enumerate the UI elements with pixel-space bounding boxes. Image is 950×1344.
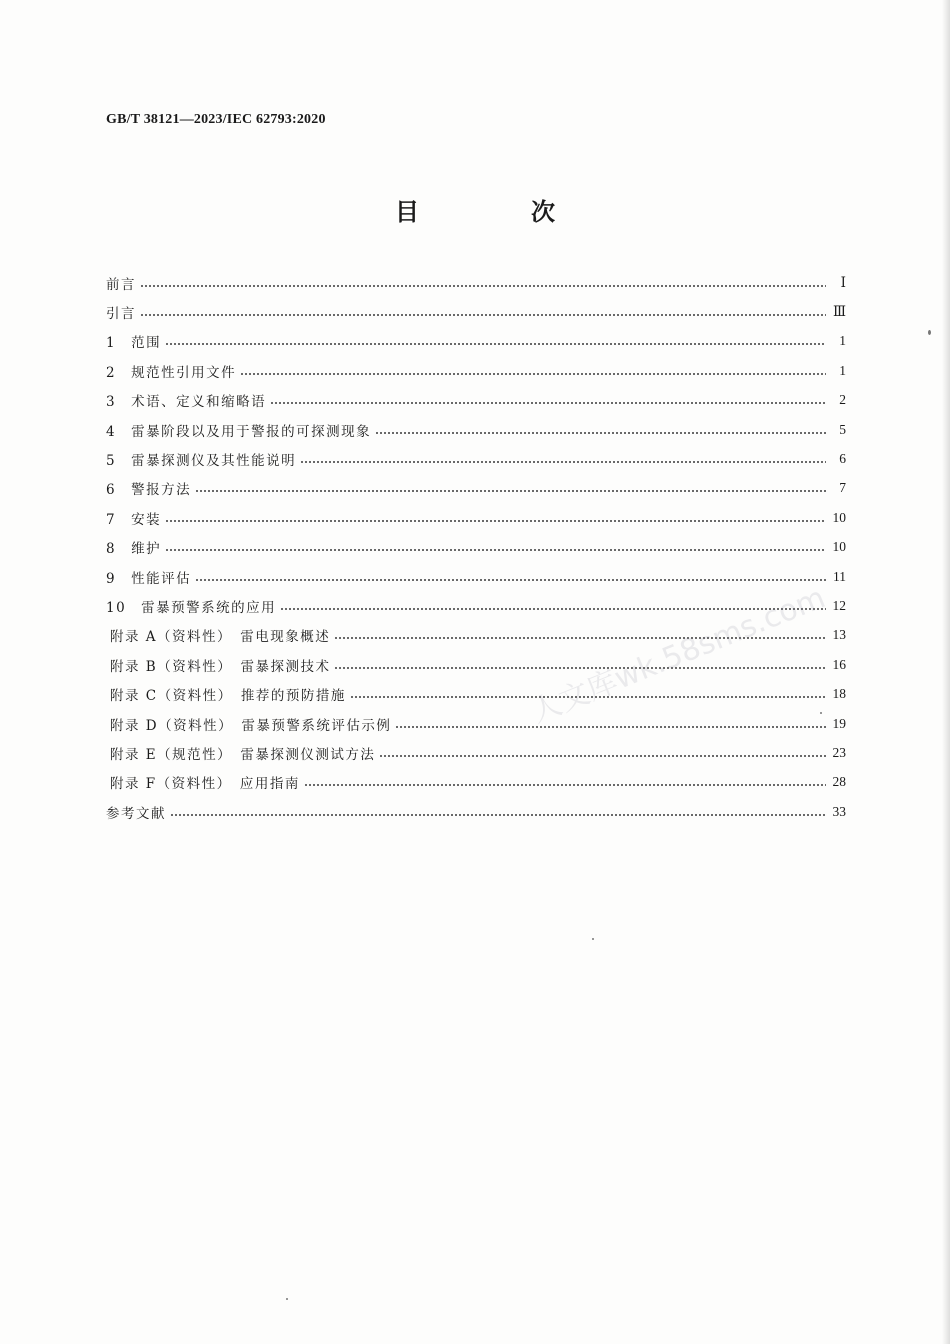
table-of-contents <box>106 268 846 826</box>
toc-entry[interactable] <box>106 650 846 679</box>
toc-entry[interactable] <box>106 709 846 738</box>
toc-entry-page-number: 16 <box>832 656 846 672</box>
toc-entry-label: 3 术语、定义和缩略语 <box>106 394 267 411</box>
toc-entry[interactable] <box>106 768 846 797</box>
toc-leader-dots <box>140 285 826 287</box>
toc-entry[interactable] <box>106 797 846 826</box>
toc-entry-label: 2 规范性引用文件 <box>106 364 237 381</box>
toc-entry-page-number: 2 <box>839 392 846 408</box>
toc-entry-label: 4 雷暴阶段以及用于警报的可探测现象 <box>106 423 372 440</box>
toc-entry[interactable] <box>106 503 846 532</box>
toc-leader-dots <box>195 490 826 492</box>
toc-entry-page-number: 11 <box>833 568 846 584</box>
toc-entry-page-number: Ⅲ <box>832 304 846 320</box>
toc-entry-label: 1 范围 <box>106 335 162 352</box>
toc-entry-page-number: 1 <box>839 333 846 349</box>
toc-entry-page-number: 12 <box>832 597 846 613</box>
toc-entry-page-number: 1 <box>839 362 846 378</box>
toc-entry-label: 参考文献 <box>106 805 166 822</box>
toc-entry-page-number: 6 <box>839 451 846 467</box>
toc-leader-dots <box>334 667 826 669</box>
toc-leader-dots <box>300 461 826 463</box>
toc-entry-page-number: Ⅰ <box>840 274 846 290</box>
toc-entry-label: 附录 B（资料性） 雷暴探测技术 <box>110 658 331 675</box>
toc-entry-label: 附录 A（资料性） 雷电现象概述 <box>110 629 331 646</box>
toc-entry[interactable] <box>106 356 846 385</box>
toc-leader-dots <box>350 696 826 698</box>
toc-leader-dots <box>395 726 826 728</box>
toc-leader-dots <box>375 432 826 434</box>
toc-leader-dots <box>304 784 826 786</box>
toc-entry-page-number: 28 <box>832 774 846 790</box>
standard-number-header: GB/T 38121—2023/IEC 62793:2020 <box>106 112 326 127</box>
toc-entry-label: 8 维护 <box>106 541 162 558</box>
toc-entry[interactable] <box>106 386 846 415</box>
toc-entry-page-number: 13 <box>832 627 846 643</box>
toc-entry-label: 6 警报方法 <box>106 482 192 499</box>
toc-entry-label: 5 雷暴探测仪及其性能说明 <box>106 453 297 470</box>
toc-leader-dots <box>334 637 826 639</box>
scan-speck <box>592 938 594 940</box>
toc-entry-page-number: 5 <box>839 421 846 437</box>
scan-speck <box>286 1298 288 1300</box>
toc-entry[interactable] <box>106 562 846 591</box>
toc-entry[interactable] <box>106 621 846 650</box>
toc-entry-page-number: 10 <box>832 539 846 555</box>
toc-leader-dots <box>270 402 826 404</box>
toc-entry[interactable] <box>106 268 846 297</box>
toc-entry-page-number: 33 <box>832 803 846 819</box>
toc-leader-dots <box>170 814 826 816</box>
toc-leader-dots <box>195 579 826 581</box>
toc-entry-label: 附录 D（资料性） 雷暴预警系统评估示例 <box>110 717 392 734</box>
toc-entry[interactable] <box>106 533 846 562</box>
toc-entry[interactable] <box>106 415 846 444</box>
toc-entry[interactable] <box>106 474 846 503</box>
scan-speck <box>928 330 931 335</box>
toc-entry-page-number: 7 <box>839 480 846 496</box>
toc-leader-dots <box>379 755 826 757</box>
toc-entry-label: 引言 <box>106 306 136 323</box>
toc-entry[interactable] <box>106 297 846 326</box>
toc-title: 目 次 <box>395 198 599 226</box>
toc-leader-dots <box>280 608 826 610</box>
toc-entry-label: 附录 C（资料性） 推荐的预防措施 <box>110 688 346 705</box>
toc-leader-dots <box>140 314 826 316</box>
toc-leader-dots <box>165 520 826 522</box>
toc-entry-label: 前言 <box>106 276 136 293</box>
toc-entry-page-number: 19 <box>832 715 846 731</box>
toc-leader-dots <box>165 343 826 345</box>
toc-entry-label: 10 雷暴预警系统的应用 <box>106 599 277 616</box>
toc-entry-label: 附录 F（资料性） 应用指南 <box>110 776 300 793</box>
toc-entry-page-number: 18 <box>832 686 846 702</box>
toc-leader-dots <box>240 373 826 375</box>
watermark: 人文库wk.58sms.com <box>526 580 831 731</box>
toc-entry-label: 附录 E（规范性） 雷暴探测仪测试方法 <box>110 746 376 763</box>
toc-entry-page-number: 10 <box>832 509 846 525</box>
toc-entry[interactable] <box>106 679 846 708</box>
toc-entry[interactable] <box>106 444 846 473</box>
toc-entry-label: 9 性能评估 <box>106 570 192 587</box>
toc-leader-dots <box>165 549 826 551</box>
toc-entry-label: 7 安装 <box>106 511 162 528</box>
toc-entry-page-number: 23 <box>832 744 846 760</box>
scan-speck <box>820 712 822 714</box>
toc-entry[interactable] <box>106 327 846 356</box>
toc-entry[interactable] <box>106 591 846 620</box>
toc-entry[interactable] <box>106 738 846 767</box>
